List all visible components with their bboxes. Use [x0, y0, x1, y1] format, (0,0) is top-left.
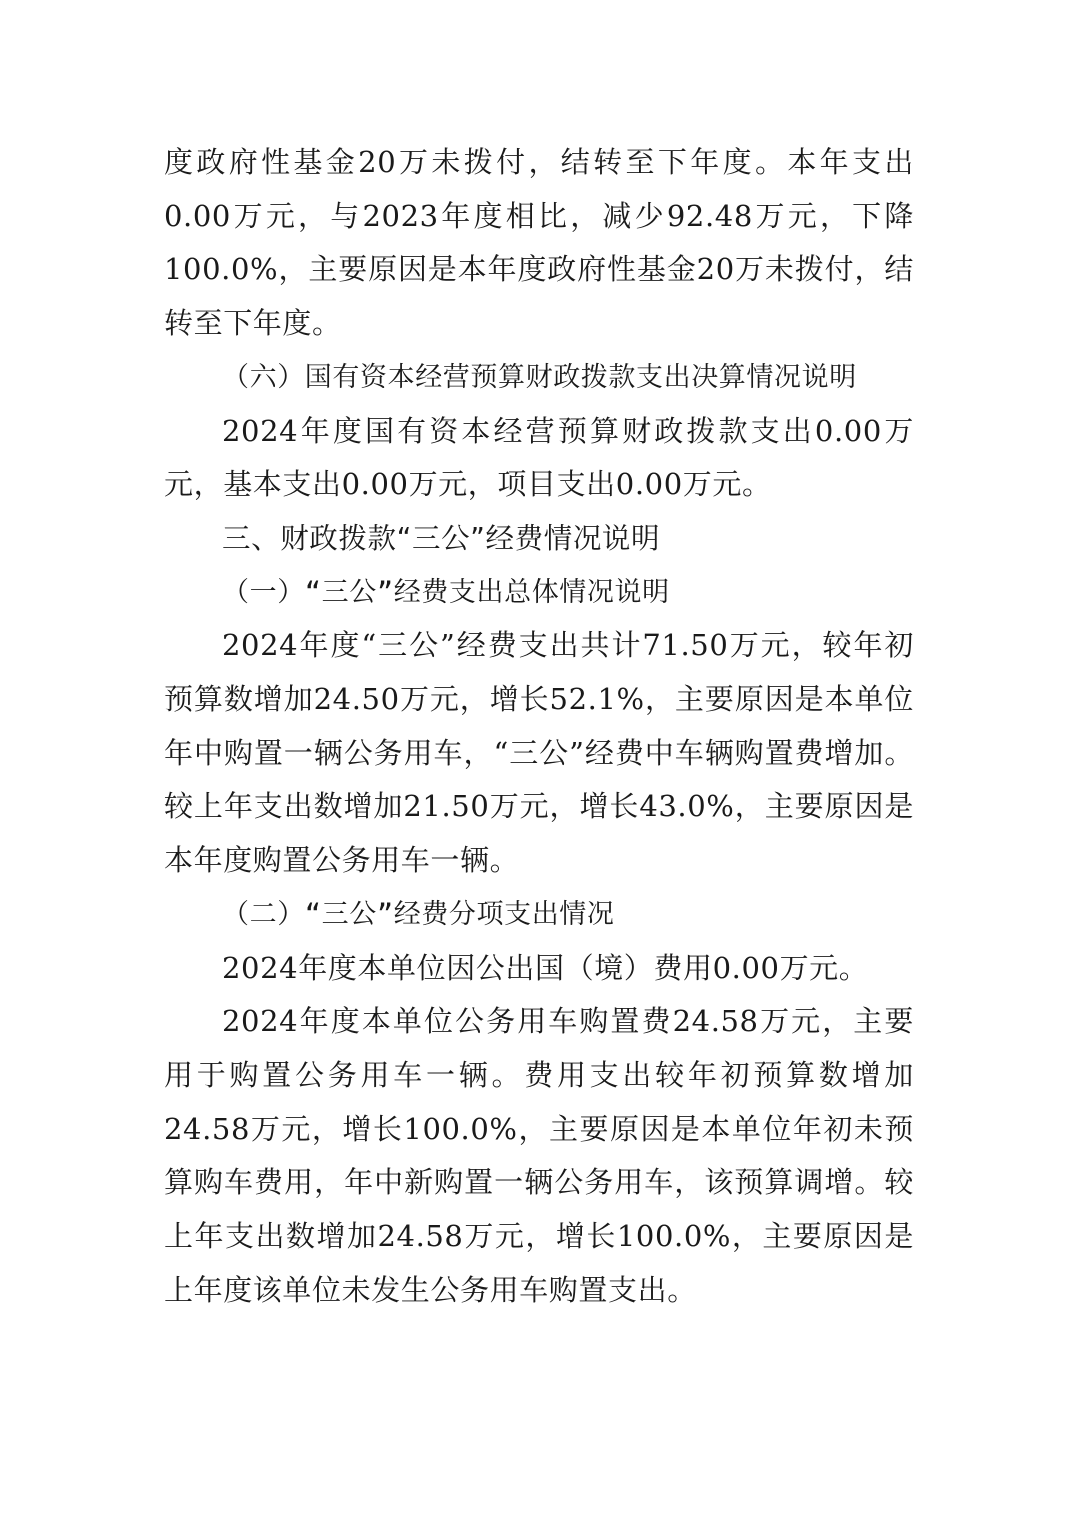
paragraph-overseas-travel: 2024年度本单位因公出国（境）费用0.00万元。 — [222, 950, 869, 985]
paragraph-overall-expenses: 2024年度“三公”经费支出共计71.50万元，较年初预算数增加24.50万元，增长52.1%，主要原因是本单位年中购置一辆公务用车，“三公”经费中车辆购置费增加。较上年支出数增加21.50万元，增长43.0%，主要原因是本年度购置公务用车一辆。 — [164, 628, 914, 878]
paragraph-continuation: 度政府性基金20万未拨付，结转至下年度。本年支出0.00万元，与2023年度相比，减少92.48万元，下降100.0%，主要原因是本年度政府性基金20万未拨付，结转至下年度。 — [164, 145, 914, 341]
section-heading-three-public-expenses: 三、财政拨款“三公”经费情况说明 — [222, 521, 661, 555]
subsection-heading-overall: （一）“三公”经费支出总体情况说明 — [222, 576, 670, 608]
paragraph-vehicle-purchase: 2024年度本单位公务用车购置费24.58万元，主要用于购置公务用车一辆。费用支出较年初预算数增加24.58万元，增长100.0%，主要原因是本单位年初未预算购车费用，年中新购置一辆公务用车，该预算调增。较上年支出数增加24.58万元，增长100.0%，主要原因是上年度该单位未发生公务用车购置支出。 — [164, 1004, 914, 1307]
paragraph-state-capital-budget: 2024年度国有资本经营预算财政拨款支出0.00万元，基本支出0.00万元，项目支出0.00万元。 — [164, 413, 914, 502]
subsection-heading-itemized: （二）“三公”经费分项支出情况 — [222, 898, 615, 930]
document-body — [164, 136, 914, 1317]
section-heading-state-capital-budget: （六）国有资本经营预算财政拨款支出决算情况说明 — [222, 361, 857, 393]
